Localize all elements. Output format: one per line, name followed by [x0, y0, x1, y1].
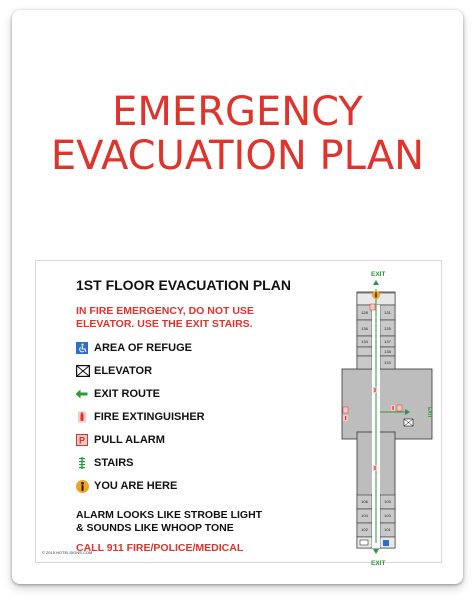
legend-label: YOU ARE HERE: [94, 480, 178, 492]
floor-plan-map: [336, 267, 436, 567]
copyright-text: © 2015 HOTELSIGNS.COM: [42, 550, 93, 555]
exit-right-label: EXIT: [426, 407, 432, 419]
room-number: 131: [384, 310, 391, 315]
room-number: 138: [384, 349, 391, 354]
room-number: 106: [361, 499, 368, 504]
warning-line2: ELEVATOR. USE THE EXIT STAIRS.: [76, 318, 253, 330]
you-are-here-icon: [76, 480, 89, 493]
room-number: 134: [361, 339, 368, 344]
room-number: 105: [384, 499, 391, 504]
wheelchair-icon: [76, 342, 88, 354]
plan-heading: 1ST FLOOR EVACUATION PLAN: [76, 277, 291, 293]
room-number: 128: [361, 310, 368, 315]
stairs-icon: [76, 457, 88, 469]
room-number: 137: [384, 339, 391, 344]
room-number: 133: [384, 360, 391, 365]
sign-title-line1: EMERGENCY: [112, 89, 363, 135]
legend-label: EXIT ROUTE: [94, 388, 161, 400]
evacuation-sign: [12, 10, 463, 584]
legend-label: ELEVATOR: [94, 365, 153, 377]
alarm-line2: & SOUNDS LIKE WHOOP TONE: [76, 522, 234, 534]
pull-alarm-letter: P: [78, 435, 86, 446]
pull-alarm-icon: [76, 434, 88, 446]
room-number: 135: [384, 326, 391, 331]
legend-label: FIRE EXTINGUISHER: [94, 411, 205, 423]
arrow-left-icon: [74, 388, 89, 400]
alarm-line1: ALARM LOOKS LIKE STROBE LIGHT: [76, 509, 263, 521]
emergency-call-text: CALL 911 FIRE/POLICE/MEDICAL: [76, 542, 244, 554]
exit-bottom-label: EXIT: [371, 560, 386, 567]
room-number: 102: [361, 527, 368, 532]
room-number: 136: [361, 326, 368, 331]
legend-label: STAIRS: [94, 457, 134, 469]
legend-label: AREA OF REFUGE: [94, 342, 192, 354]
you-are-here-marker: [372, 291, 380, 299]
warning-line1: IN FIRE EMERGENCY, DO NOT USE: [76, 305, 254, 317]
room-number: 101: [384, 527, 391, 532]
elevator-icon: [75, 365, 89, 377]
legend-label: PULL ALARM: [94, 434, 165, 446]
center-block: [342, 369, 432, 439]
sign-title-line2: EVACUATION PLAN: [50, 133, 425, 179]
exit-top-label: EXIT: [371, 271, 386, 278]
fire-extinguisher-icon: [76, 411, 88, 423]
room-number: 103: [384, 513, 391, 518]
evacuation-plan-panel: [35, 260, 442, 567]
room-number: 104: [361, 513, 368, 518]
